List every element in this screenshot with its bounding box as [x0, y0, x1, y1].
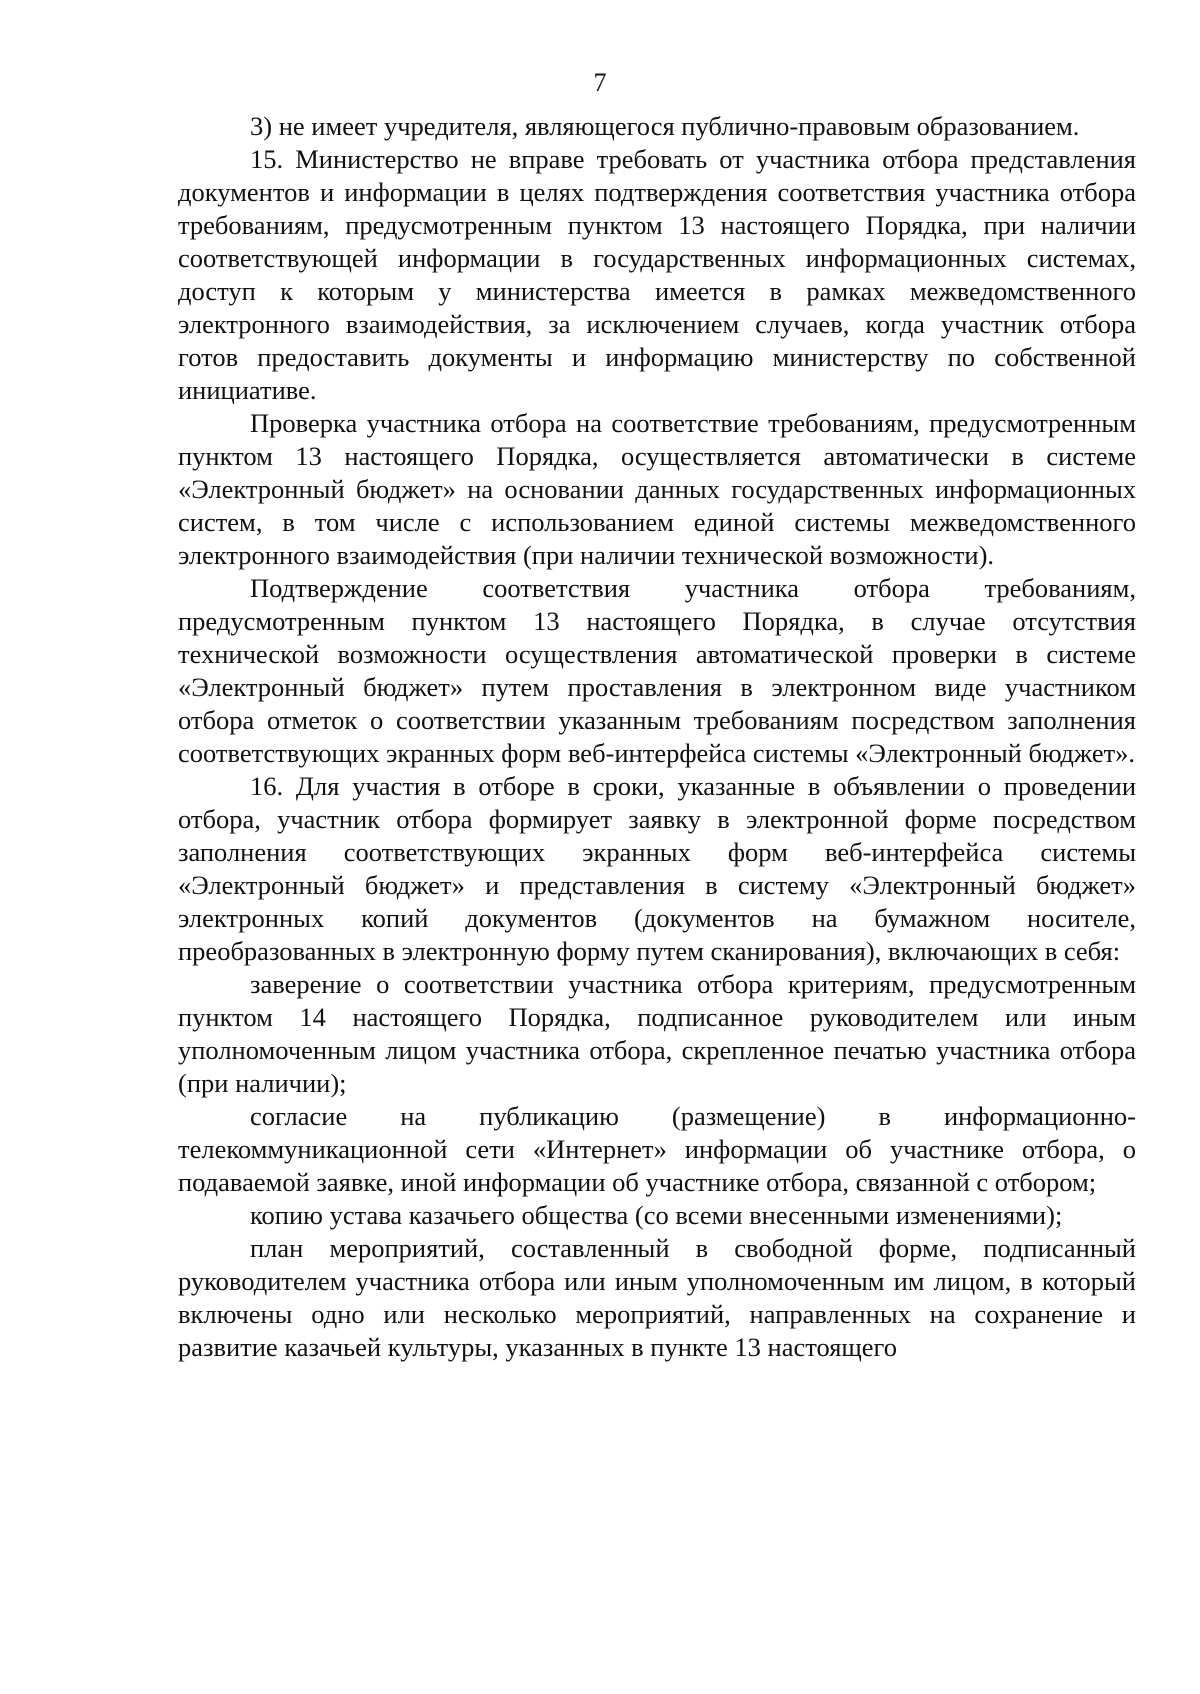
paragraph: Проверка участника отбора на соответствие требованиям, предусмотренным пунктом 13 настоящего Порядка, осуществляется автоматически в системе «Электронный бюджет» на основании данных государственных информационных систем, в том числе с использованием единой системы межведомственного электронного взаимодействия (при наличии технической возможности). [178, 408, 1136, 570]
paragraph: 16. Для участия в отборе в сроки, указанные в объявлении о проведении отбора, участник отбора формирует заявку в электронной форме посредством заполнения соответствующих экранных форм веб-интерфейса системы «Электронный бюджет» и представления в систему «Электронный бюджет» электронных копий документов (документов на бумажном носителе, преобразованных в электронную форму путем сканирования), включающих в себя: [178, 771, 1136, 966]
paragraph: 3) не имеет учредителя, являющегося публично-правовым образованием. [250, 111, 1080, 141]
paragraph: план мероприятий, составленный в свободной форме, подписанный руководителем участника отбора или иным уполномоченным им лицом, в который включены одно или несколько мероприятий, направленных на сохранение и развитие казачьей культуры, указанных в пункте 13 настоящего [178, 1233, 1136, 1362]
paragraph: Подтверждение соответствия участника отбора требованиям, предусмотренным пунктом 13 настоящего Порядка, в случае отсутствия технической возможности осуществления автоматической проверки в системе «Электронный бюджет» путем проставления в электронном виде участником отбора отметок о соответствии указанным требованиям посредством заполнения соответствующих экранных форм веб-интерфейса системы «Электронный бюджет». [178, 573, 1136, 768]
paragraph: согласие на публикацию (размещение) в информационно-телекоммуникационной сети «Интернет» информации об участнике отбора, о подаваемой заявке, иной информации об участнике отбора, связанной с отбором; [178, 1101, 1136, 1197]
document-body [178, 110, 1136, 1364]
paragraph: заверение о соответствии участника отбора критериям, предусмотренным пунктом 14 настоящего Порядка, подписанное руководителем или иным уполномоченным лицом участника отбора, скрепленное печатью участника отбора (при наличии); [178, 969, 1136, 1098]
paragraph: 15. Министерство не вправе требовать от участника отбора представления документов и информации в целях подтверждения соответствия участника отбора требованиям, предусмотренным пунктом 13 настоящего Порядка, при наличии соответствующей информации в государственных информационных системах, доступ к которым у министерства имеется в рамках межведомственного электронного взаимодействия, за исключением случаев, когда участник отбора готов предоставить документы и информацию министерству по собственной инициативе. [178, 144, 1136, 405]
page-number: 7 [593, 68, 607, 97]
paragraph: копию устава казачьего общества (со всеми внесенными изменениями); [250, 1200, 1063, 1230]
